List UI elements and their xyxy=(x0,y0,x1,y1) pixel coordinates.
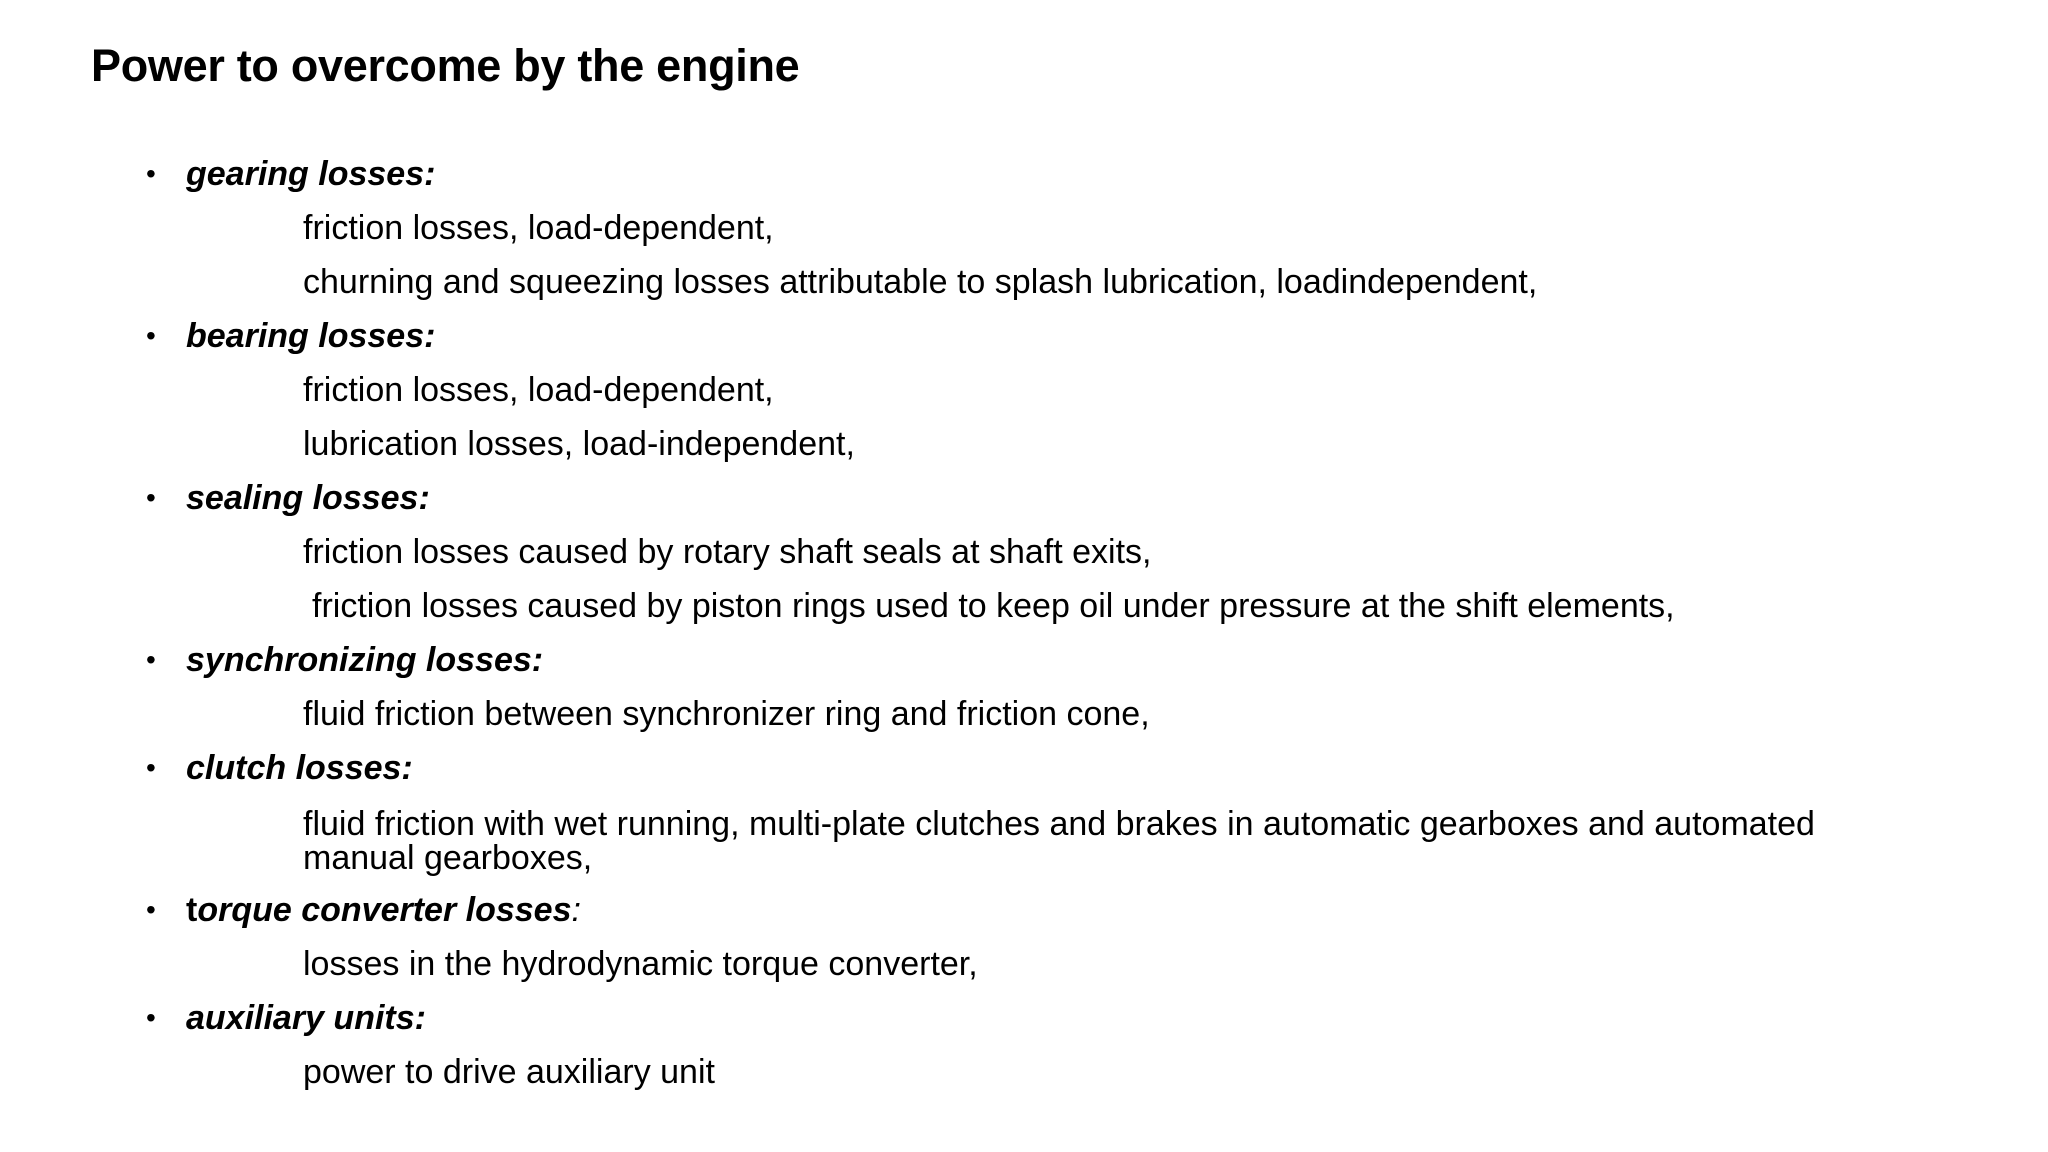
section-heading-first-letter: t xyxy=(186,891,198,929)
bullet-icon: • xyxy=(146,894,156,925)
section-heading-row xyxy=(146,741,1946,795)
section-detail: friction losses, load-dependent, xyxy=(303,209,774,247)
section-heading: synchronizing losses: xyxy=(186,641,544,679)
section-heading-row xyxy=(146,309,1946,363)
bullet-icon: • xyxy=(146,1002,156,1033)
loss-list xyxy=(146,147,1946,1099)
bullet-icon: • xyxy=(146,320,156,351)
bullet-icon: • xyxy=(146,752,156,783)
section-detail: power to drive auxiliary unit xyxy=(303,1053,715,1091)
section-torque-converter-losses xyxy=(146,883,1946,991)
section-synchronizing-losses xyxy=(146,633,1946,741)
section-heading-row xyxy=(146,147,1946,201)
section-detail: friction losses, load-dependent, xyxy=(303,371,774,409)
section-heading xyxy=(186,883,581,937)
section-bearing-losses xyxy=(146,309,1946,471)
section-clutch-losses xyxy=(146,741,1946,883)
section-gearing-losses xyxy=(146,147,1946,309)
section-detail: churning and squeezing losses attributable to splash lubrication, loadindependent, xyxy=(303,263,1538,301)
section-heading: bearing losses: xyxy=(186,317,436,355)
bullet-icon: • xyxy=(146,158,156,189)
section-heading-row xyxy=(146,883,1946,937)
slide-title: Power to overcome by the engine xyxy=(91,40,800,91)
section-heading-row xyxy=(146,471,1946,525)
section-heading: auxiliary units: xyxy=(186,999,426,1037)
section-heading: gearing losses: xyxy=(186,155,436,193)
section-detail: friction losses caused by rotary shaft seals at shaft exits, xyxy=(303,533,1152,571)
section-heading-row xyxy=(146,633,1946,687)
section-detail: fluid friction with wet running, multi-plate clutches and brakes in automatic gearboxes and automated manual gearboxes, xyxy=(303,805,1815,877)
section-heading: sealing losses: xyxy=(186,479,430,517)
section-detail: losses in the hydrodynamic torque converter, xyxy=(303,945,978,983)
section-heading: clutch losses: xyxy=(186,749,413,787)
section-heading-rest: orque converter losses xyxy=(197,891,572,929)
bullet-icon: • xyxy=(146,644,156,675)
bullet-icon: • xyxy=(146,482,156,513)
section-heading-row xyxy=(146,991,1946,1045)
section-heading-colon: : xyxy=(571,891,581,929)
section-sealing-losses xyxy=(146,471,1946,633)
section-detail: lubrication losses, load-independent, xyxy=(303,425,855,463)
section-auxiliary-units xyxy=(146,991,1946,1099)
section-detail: friction losses caused by piston rings used to keep oil under pressure at the shift elements, xyxy=(312,587,1675,625)
section-detail: fluid friction between synchronizer ring and friction cone, xyxy=(303,695,1150,733)
